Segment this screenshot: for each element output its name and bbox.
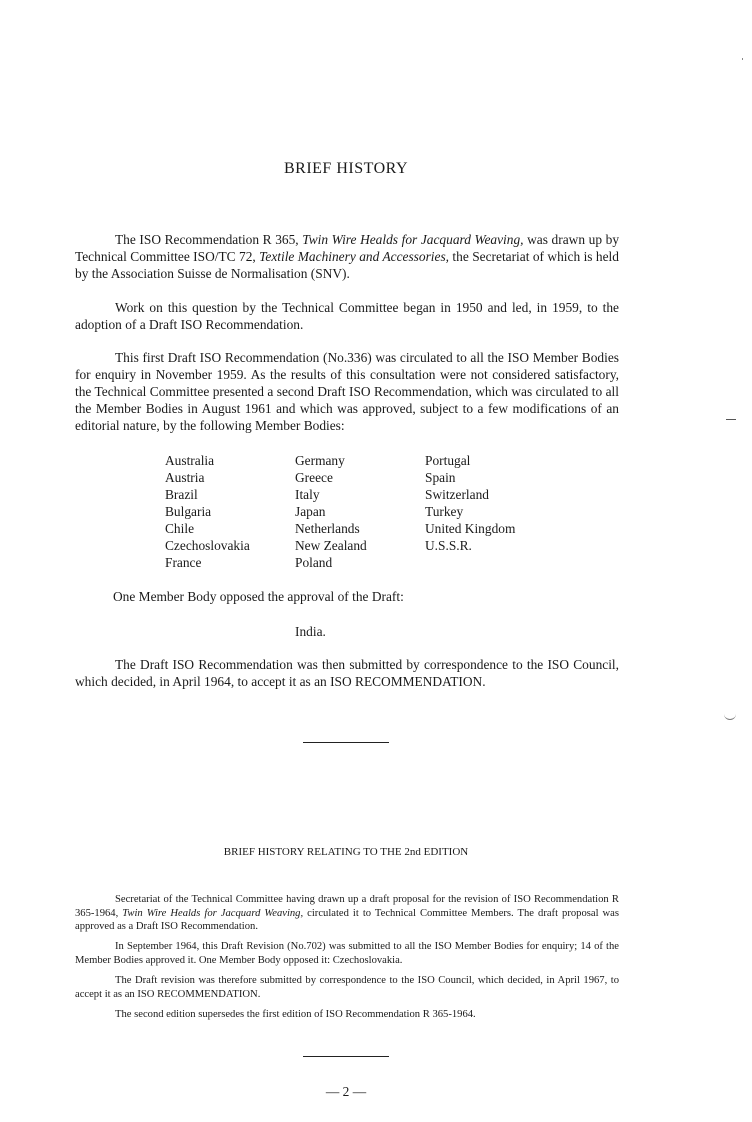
intro-text-a: The ISO Recommendation R 365,: [115, 232, 303, 247]
intro-paragraph: [75, 231, 619, 282]
member-body: Greece: [295, 470, 333, 485]
member-body: United Kingdom: [425, 521, 516, 536]
member-column-3: [425, 452, 555, 554]
enquiry-paragraph: In September 1964, this Draft Revision (No.702) was submitted to all the ISO Member Bodies for enquiry; 14 of the Member Bodies approved it. One Member Body opposed it: Czechoslovakia.: [75, 941, 619, 966]
margin-mark: [726, 419, 736, 420]
member-column-2: [295, 452, 425, 571]
margin-mark: [724, 714, 736, 720]
member-body: Germany: [295, 453, 345, 468]
supersedes-paragraph: The second edition supersedes the first edition of ISO Recommendation R 365-1964.: [115, 1009, 476, 1020]
page-title: BRIEF HISTORY: [283, 160, 408, 177]
member-body: France: [165, 555, 202, 570]
work-paragraph: Work on this question by the Technical Committee began in 1950 and led, in 1959, to the adoption of a Draft ISO Recommendation.: [75, 300, 619, 332]
opposed-member: India.: [295, 624, 326, 639]
member-body: Japan: [295, 504, 326, 519]
member-body: Czechoslovakia: [165, 538, 250, 553]
draft-paragraph: This first Draft ISO Recommendation (No.336) was circulated to all the ISO Member Bodies for enquiry in November 1959. As the results of this consultation were not considered satisfactory, the Technical Committee presented a second Draft ISO Recommendation, which was circulated to all the Member Bodies in August 1961 and which was approved, subject to a few modifications of an editorial nature, by the following Member Bodies:: [75, 350, 619, 433]
member-body: Chile: [165, 521, 195, 536]
intro-text-c: was drawn up by Technical Committee ISO/TC 72,: [75, 232, 620, 264]
member-body: Austria: [165, 470, 205, 485]
member-body: Bulgaria: [165, 504, 212, 519]
revision-text-c: circulated it to Technical Committee Members. The draft proposal was approved as a Draft ISO Recommendation.: [75, 907, 620, 932]
committee-title: Textile Machinery and Accessories,: [259, 249, 450, 264]
standard-title: Twin Wire Healds for Jacquard Weaving,: [302, 232, 524, 247]
member-body: Turkey: [425, 504, 464, 519]
member-body: Brazil: [165, 487, 198, 502]
page-number: — 2 —: [325, 1084, 367, 1099]
revision-paragraph: [75, 893, 619, 934]
member-column-1: [165, 452, 295, 571]
section-divider: [303, 742, 389, 743]
member-body: Switzerland: [425, 487, 489, 502]
intro-text-e: the Secretariat of which is held by the Association Suisse de Normalisation (SNV).: [75, 249, 619, 281]
member-body: U.S.S.R.: [425, 538, 472, 553]
member-body: Spain: [425, 470, 456, 485]
revision-text-a: Secretariat of the Technical Committee having drawn up a draft proposal for the revision of ISO Recommendation R 365-1964,: [75, 894, 619, 919]
scan-speck: [742, 58, 743, 60]
member-body: New Zealand: [295, 538, 367, 553]
member-body: Italy: [295, 487, 320, 502]
member-body: Poland: [295, 555, 333, 570]
acceptance-paragraph: The Draft ISO Recommendation was then submitted by correspondence to the ISO Council, which decided, in April 1964, to accept it as an ISO RECOMMENDATION.: [75, 657, 619, 689]
bottom-divider: [303, 1056, 389, 1057]
council-paragraph: The Draft revision was therefore submitted by correspondence to the ISO Council, which decided, in April 1967, to accept it as an ISO RECOMMENDATION.: [75, 975, 619, 1000]
member-body: Portugal: [425, 453, 471, 468]
second-edition-title: BRIEF HISTORY RELATING TO THE 2nd EDITION: [223, 846, 469, 858]
member-body: Australia: [165, 453, 215, 468]
member-body: Netherlands: [295, 521, 360, 536]
standard-title-2: Twin Wire Healds for Jacquard Weaving,: [122, 907, 304, 919]
opposed-statement: One Member Body opposed the approval of the Draft:: [113, 589, 404, 604]
